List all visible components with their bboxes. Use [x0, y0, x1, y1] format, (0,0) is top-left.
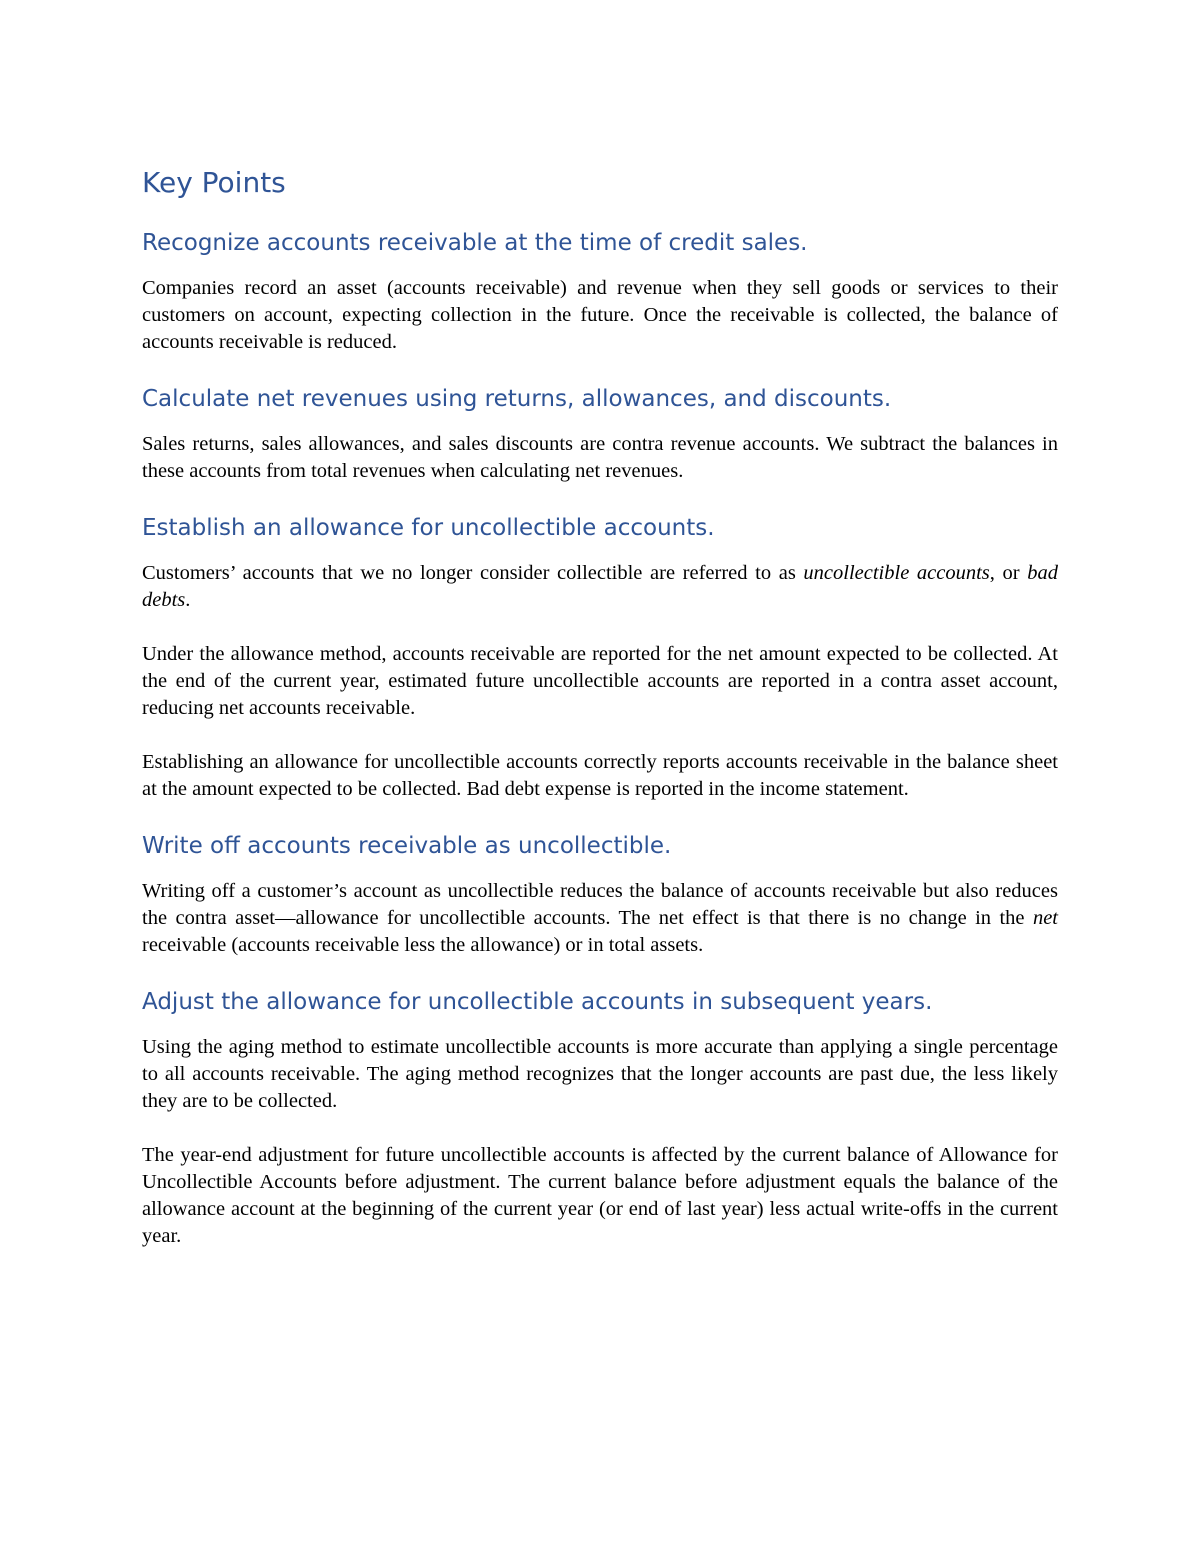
section-heading: Write off accounts receivable as uncollectible.: [142, 833, 672, 859]
section-write-off: [142, 830, 1058, 959]
paragraph-text: .: [185, 589, 191, 611]
section-paragraph: [142, 878, 1058, 959]
section-paragraph: Establishing an allowance for uncollectible accounts correctly reports accounts receivable in the balance sheet at the amount expected to be collected. Bad debt expense is reported in the income statement.: [142, 751, 1058, 800]
paragraph-text: , or: [989, 562, 1028, 584]
section-net-revenues: [142, 383, 1058, 485]
paragraph-text: Customers’ accounts that we no longer consider collectible are referred to as: [142, 562, 804, 584]
section-allowance: [142, 512, 1058, 803]
section-paragraph: Using the aging method to estimate uncollectible accounts is more accurate than applying a single percentage to all accounts receivable. The aging method recognizes that the longer accounts are past due, the less likely they are to be collected.: [142, 1036, 1058, 1112]
section-heading: Establish an allowance for uncollectible accounts.: [142, 515, 715, 541]
section-heading: Calculate net revenues using returns, allowances, and discounts.: [142, 386, 892, 412]
document-page: [142, 163, 1058, 1277]
section-paragraph: Under the allowance method, accounts receivable are reported for the net amount expected to be collected. At the end of the current year, estimated future uncollectible accounts are reported in a contra asset account, reducing net accounts receivable.: [142, 643, 1058, 719]
page-title: Key Points: [142, 166, 286, 199]
section-paragraph: Companies record an asset (accounts receivable) and revenue when they sell goods or services to their customers on account, expecting collection in the future. Once the receivable is collected, the balance of accounts receivable is reduced.: [142, 277, 1058, 353]
emphasis-term: uncollectible accounts: [803, 562, 990, 584]
emphasis-term: net: [1032, 907, 1058, 929]
section-paragraph: The year-end adjustment for future uncollectible accounts is affected by the current balance of Allowance for Uncollectible Accounts before adjustment. The current balance before adjustment equals the balance of the allowance account at the beginning of the current year (or end of last year) less actual write-offs in the current year.: [142, 1144, 1058, 1247]
emphasis-term: bad debts: [142, 562, 1058, 611]
section-heading: Recognize accounts receivable at the time of credit sales.: [142, 230, 808, 256]
paragraph-text: Writing off a customer’s account as uncollectible reduces the balance of accounts receivable but also reduces the contra asset—allowance for uncollectible accounts. The net effect is that there is no change in the: [142, 880, 1058, 929]
paragraph-text: receivable (accounts receivable less the allowance) or in total assets.: [142, 934, 704, 956]
section-recognize: [142, 227, 1058, 356]
section-paragraph: Sales returns, sales allowances, and sales discounts are contra revenue accounts. We subtract the balances in these accounts from total revenues when calculating net revenues.: [142, 433, 1058, 482]
section-paragraph: [142, 560, 1058, 614]
section-heading: Adjust the allowance for uncollectible accounts in subsequent years.: [142, 989, 933, 1015]
section-adjust: [142, 986, 1058, 1250]
